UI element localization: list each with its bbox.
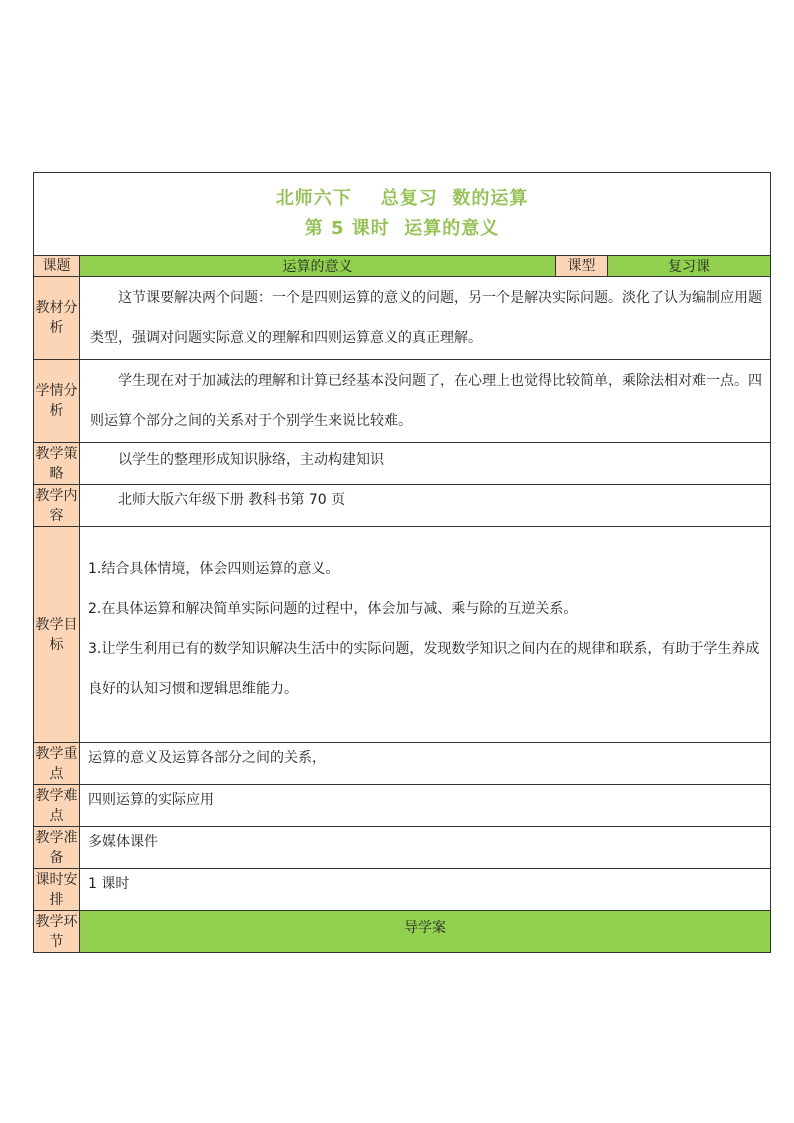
topic-label: 课题 (34, 256, 80, 277)
process-text: 导学案 (80, 911, 771, 953)
difficulty-text: 四则运算的实际应用 (80, 785, 771, 827)
student-text: 学生现在对于加减法的理解和计算已经基本没问题了，在心理上也觉得比较简单，乘除法相对难一点。四则运算个部分之间的关系对于个别学生来说比较难。 (80, 360, 771, 443)
prep-label: 教学准备 (34, 827, 80, 869)
content-row (34, 485, 771, 527)
student-row (34, 360, 771, 443)
strategy-text: 以学生的整理形成知识脉络，主动构建知识 (80, 443, 771, 485)
key-row (34, 743, 771, 785)
lesson-plan-table (33, 172, 771, 953)
difficulty-row (34, 785, 771, 827)
goal-item: 3.让学生利用已有的数学知识解决生活中的实际问题，发现数学知识之间内在的规律和联系，有助于学生养成良好的认知习惯和逻辑思维能力。 (88, 641, 760, 697)
key-label: 教学重点 (34, 743, 80, 785)
goal-item: 2.在具体运算和解决简单实际问题的过程中，体会加与减、乘与除的互逆关系。 (88, 601, 578, 617)
process-row (34, 911, 771, 953)
lesson-title: 北师六下 总复习 数的运算 (275, 188, 529, 209)
topic-value: 运算的意义 (80, 256, 556, 277)
goals-list (80, 527, 771, 743)
schedule-text: 1 课时 (80, 869, 771, 911)
schedule-row (34, 869, 771, 911)
strategy-label: 教学策略 (34, 443, 80, 485)
goals-label: 教学目标 (34, 527, 80, 743)
goal-item: 1.结合具体情境，体会四则运算的意义。 (88, 561, 340, 577)
material-row (34, 277, 771, 360)
title-cell (34, 173, 771, 256)
lesson-plan-sheet (33, 172, 770, 953)
key-text: 运算的意义及运算各部分之间的关系， (80, 743, 771, 785)
prep-row (34, 827, 771, 869)
content-label: 教学内容 (34, 485, 80, 527)
type-label: 课型 (556, 256, 608, 277)
difficulty-label: 教学难点 (34, 785, 80, 827)
content-text: 北师大版六年级下册 教科书第 70 页 (80, 485, 771, 527)
schedule-label: 课时安排 (34, 869, 80, 911)
process-label: 教学环节 (34, 911, 80, 953)
material-label: 教材分析 (34, 277, 80, 360)
strategy-row (34, 443, 771, 485)
topic-row (34, 256, 771, 277)
goals-row (34, 527, 771, 743)
lesson-subtitle: 第 5 课时 运算的意义 (304, 218, 500, 239)
student-label: 学情分析 (34, 360, 80, 443)
prep-text: 多媒体课件 (80, 827, 771, 869)
title-row (34, 173, 771, 256)
type-value: 复习课 (608, 256, 771, 277)
material-text: 这节课要解决两个问题：一个是四则运算的意义的问题，另一个是解决实际问题。淡化了认为编制应用题类型，强调对问题实际意义的理解和四则运算意义的真正理解。 (80, 277, 771, 360)
